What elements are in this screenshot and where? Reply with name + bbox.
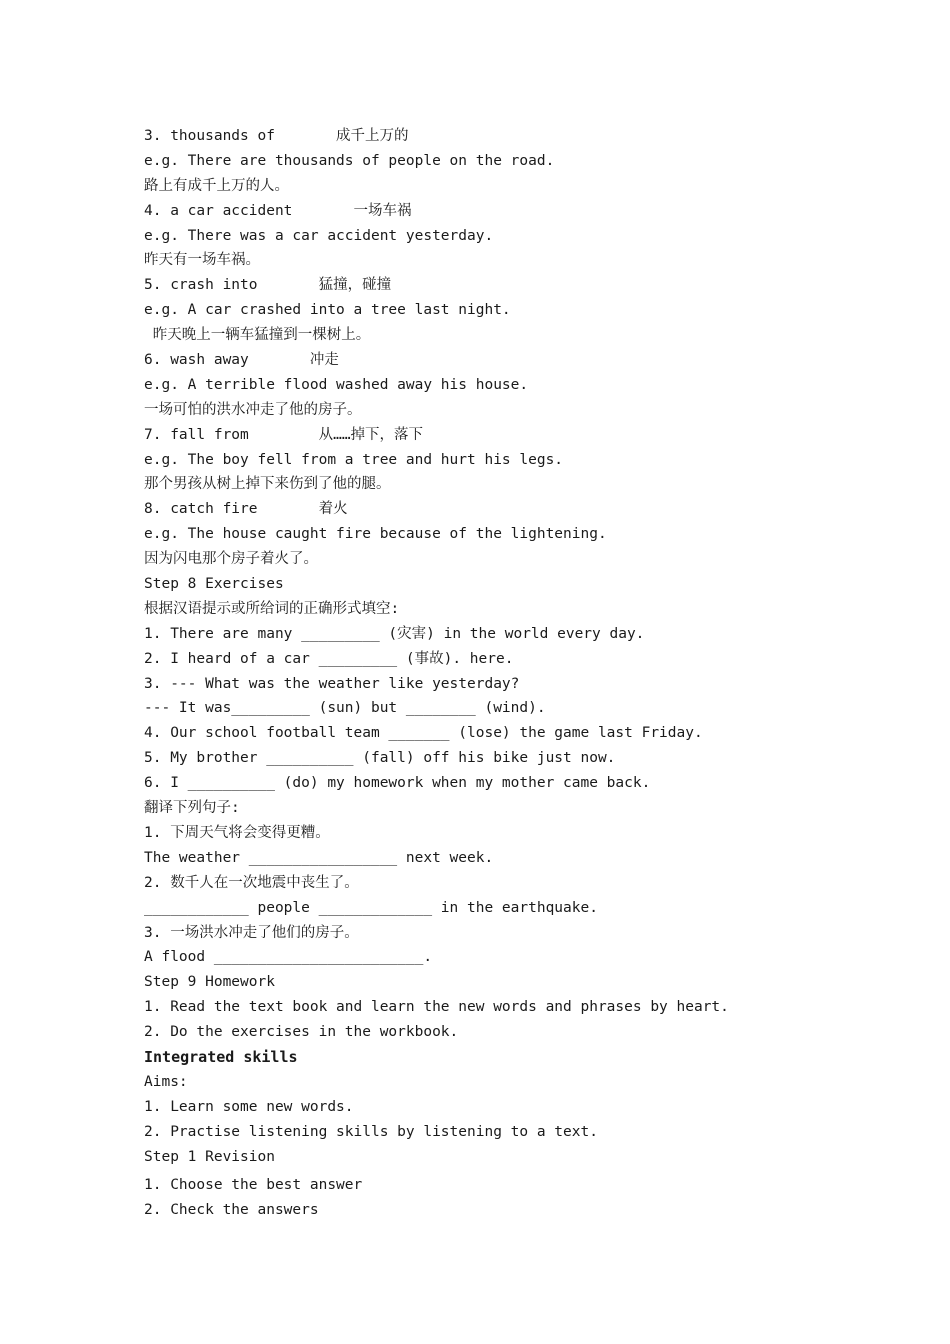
exercise-item: 6. I __________ (do) my homework when my mother came back. (144, 775, 651, 792)
exercise-item: 3. --- What was the weather like yesterday? (144, 675, 520, 692)
revision-item: 1. Choose the best answer (144, 1177, 363, 1194)
phrase-thousands-of: 3. thousands of 成千上万的 (144, 128, 409, 144)
phrase-catch-fire: 8. catch fire 着火 (144, 501, 348, 518)
exercise-item: --- It was_________ (sun) but ________ (wind). (144, 700, 546, 717)
document-page (144, 124, 844, 1223)
translation-line: 昨天晚上一辆车猛撞到一棵树上。 (144, 327, 371, 344)
translate-answer: ____________ people _____________ in the earthquake. (144, 899, 598, 916)
translate-answer: The weather _________________ next week. (144, 849, 494, 866)
example-sentence: e.g. A terrible flood washed away his house. (144, 376, 529, 393)
fill-blank-instructions: 根据汉语提示或所给词的正确形式填空: (144, 600, 400, 617)
translate-item: 3. 一场洪水冲走了他们的房子。 (144, 924, 359, 941)
revision-item: 2. Check the answers (144, 1202, 319, 1219)
translate-answer: A flood ________________________. (144, 949, 433, 966)
section-heading-integrated-skills: Integrated skills (144, 1047, 298, 1066)
translation-line: 因为闪电那个房子着火了。 (144, 551, 318, 568)
phrase-wash-away: 6. wash away 冲走 (144, 352, 339, 369)
phrase-car-accident: 4. a car accident 一场车祸 (144, 202, 412, 219)
example-sentence: e.g. There was a car accident yesterday. (144, 227, 494, 244)
homework-item: 1. Read the text book and learn the new words and phrases by heart. (144, 999, 729, 1016)
aim-item: 2. Practise listening skills by listening to a text. (144, 1123, 598, 1140)
example-sentence: e.g. The house caught fire because of the lightening. (144, 526, 607, 543)
translate-item: 1. 下周天气将会变得更糟。 (144, 824, 330, 841)
phrase-fall-from: 7. fall from 从……掉下，落下 (144, 426, 424, 443)
step-9-heading: Step 9 Homework (144, 974, 275, 991)
translation-line: 一场可怕的洪水冲走了他的房子。 (144, 401, 362, 418)
exercise-item: 2. I heard of a car _________ (事故). here. (144, 650, 514, 667)
phrase-crash-into: 5. crash into 猛撞，碰撞 (144, 277, 392, 294)
exercise-item: 5. My brother __________ (fall) off his bike just now. (144, 750, 616, 767)
example-sentence: e.g. The boy fell from a tree and hurt his legs. (144, 451, 564, 468)
exercise-item: 1. There are many _________ (灾害) in the world every day. (144, 625, 645, 642)
example-sentence: e.g. A car crashed into a tree last night. (144, 302, 511, 319)
exercise-item: 4. Our school football team _______ (lose) the game last Friday. (144, 725, 703, 742)
translation-line: 那个男孩从树上掉下来伤到了他的腿。 (144, 476, 391, 493)
translation-line: 路上有成千上万的人。 (144, 177, 289, 194)
example-sentence: e.g. There are thousands of people on the road. (144, 152, 555, 169)
step-1-heading: Step 1 Revision (144, 1148, 275, 1165)
aims-label: Aims: (144, 1073, 188, 1090)
translation-line: 昨天有一场车祸。 (144, 252, 260, 269)
homework-item: 2. Do the exercises in the workbook. (144, 1024, 459, 1041)
step-8-heading: Step 8 Exercises (144, 576, 284, 593)
translate-instructions: 翻译下列句子: (144, 800, 240, 817)
translate-item: 2. 数千人在一次地震中丧生了。 (144, 874, 359, 891)
aim-item: 1. Learn some new words. (144, 1098, 354, 1115)
